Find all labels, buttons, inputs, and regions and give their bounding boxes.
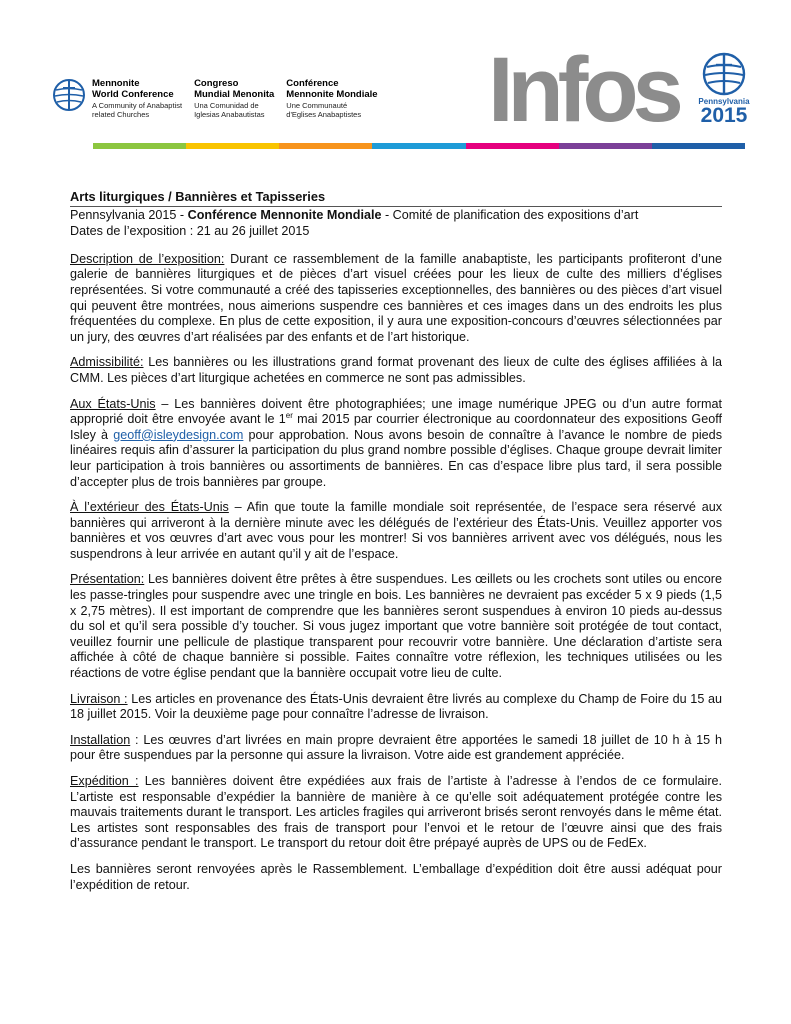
section-text: – Afin que toute la famille mondiale soit représentée, de l’espace sera réservé aux bannières qui arriveront à la dernière minute avec les délégués de l’extérieur des États-Unis. Veuillez apporter vos bannières et vos œuvres d’art avec vous pour les montrer! Si vos bannières arrivent avec vos délégués, nous les suspendrons à leur arrivée en autant qu’il y ait de l’espace. xyxy=(70,500,723,561)
brand-year: 2015 xyxy=(700,104,748,127)
section-text: Les bannières doivent être expédiées aux frais de l’artiste à l’adresse à l’endos de ce formulaire. L’artiste est responsable d’expédier la bannière de manière à ce qu’elle soit adéquatement protégée contre les mauvais traitements durant le transport. Les articles fragiles qui arriveront brisés seront renvoyés dans le même état. Les artistes sont responsables des frais de transport pour l’envoi et le retour de l’œuvre ainsi que des frais d’assurance pendant le transport. Le transport du retour doit être prépayé auprès de UPS ou de FedEx. xyxy=(70,774,723,851)
section-lead: Description de l’exposition: xyxy=(70,251,225,266)
section-delivery xyxy=(70,692,722,723)
section-lead: Installation xyxy=(70,732,131,747)
section-text: Durant ce rassemblement de la famille anabaptiste, les participants profiteront d’une galerie de bannières liturgiques et de pièces d’art visuel créées pour les lieux de culte des milliers d’églises représentées. Si votre communauté a créé des tapisseries exceptionnelles, des bannières ou des pièces d’art visuel qui peuvent être montrées, nous aimerions suspendre ces bannières et ces images dans un des endroits les plus fréquentées du complexe. En plus de cette exposition, il y aura une exposition-concours d’œuvres sélectionnées par un jury, des œuvres d’art réalisées par des enfants et de l’art historique. xyxy=(70,251,722,344)
color-stripe-segment xyxy=(93,143,186,149)
section-outside-us xyxy=(70,500,722,562)
color-stripe xyxy=(93,143,745,149)
color-stripe-segment xyxy=(186,143,279,149)
pennsylvania-2015-badge xyxy=(698,52,750,126)
color-stripe-segment xyxy=(372,143,465,149)
section-united-states xyxy=(70,397,722,491)
section-text: Les bannières ou les illustrations grand format provenant des lieux de culte des églises affiliées à la CMM. Les pièces d’art liturgique achetées en commerce ne sont pas admissibles. xyxy=(70,355,722,385)
section-installation xyxy=(70,733,722,764)
section-text: : Les œuvres d’art livrées en main propre devraient être apportées le samedi 18 juillet de 10 h à 15 h pour être suspendues par la personne qui assure la livraison. Votre aide est grandement appréciée. xyxy=(70,732,722,763)
section-lead: Aux États-Unis xyxy=(70,396,156,411)
conference-prefix: Pennsylvania 2015 - xyxy=(70,207,188,222)
document-title: Arts liturgiques / Bannières et Tapisseries xyxy=(70,189,722,207)
section-text: Les bannières doivent être prêtes à être suspendues. Les œillets ou les crochets sont utiles ou encore les passe-tringles pour suspendre avec une tringle en bois. Les bannières ne devraient pas excéder 5 x 9 pieds (1,5 x 2,75 mètres). Il est important de comprendre que les bannières seront suspendues à environ 10 pieds au-dessus du sol et qu’il sera possible d’y toucher. Si vous jugez important que votre bannière soit protégée de tout contact, veuillez fournir une pellicule de plastique transparent pour recouvrir votre bannière. Une déclaration d’artiste sera affichée à côté de chaque bannière si possible. Faites connaître votre réflexion, les techniques utilisées ou les réactions de votre église pendant que la bannière occupait votre lieu de culte. xyxy=(70,572,722,681)
document-body xyxy=(70,189,722,903)
color-stripe-segment xyxy=(559,143,652,149)
section-presentation xyxy=(70,572,722,681)
section-shipping xyxy=(70,774,722,852)
org-french xyxy=(286,78,377,119)
conference-name: Conférence Mennonite Mondiale xyxy=(187,207,382,222)
conference-committee: - Comité de planification des expositions d’art xyxy=(381,207,639,222)
color-stripe-segment xyxy=(466,143,559,149)
section-lead: Expédition : xyxy=(70,774,139,788)
section-text: pour approbation. Nous avons besoin de connaître à l’avance le nombre de pieds linéaires requis afin d’assurer la participation du plus grand nombre possible d’églises. Chaque groupe devrait limiter leur participation à trois bannières ou assortiments de bannières. En cas d’espace libre plus tard, il sera possible d’accepter plus de trois bannières par groupe. xyxy=(70,427,722,489)
section-admissibility xyxy=(70,355,722,386)
email-link[interactable]: geoff@isleydesign.com xyxy=(113,427,244,442)
org-name-fr: Conférence Mennonite Mondiale xyxy=(286,78,378,100)
section-lead: Admissibilité: xyxy=(70,355,144,370)
org-spanish xyxy=(194,78,274,119)
section-text: Les articles en provenance des États-Unis devraient être livrés au complexe du Champ de Foire du 15 au 18 juillet 2015. Voir la deuxième page pour connaître l’adresse de livraison. xyxy=(70,691,722,722)
brand-place: Pennsylvania xyxy=(698,97,750,106)
color-stripe-segment xyxy=(652,143,745,149)
org-sub-en: A Community of Anabaptist related Churches xyxy=(92,101,183,119)
color-stripe-segment xyxy=(279,143,372,149)
section-text: mai 2015 par courrier électronique au coordonnateur des expositions Geoff Isley à xyxy=(70,412,723,442)
globe-cross-icon xyxy=(52,78,86,112)
globe-cross-icon xyxy=(702,52,746,96)
org-name-es: Congreso Mundial Menonita xyxy=(194,78,275,100)
section-lead: À l’extérieur des États-Unis xyxy=(70,500,229,515)
section-text: – Les bannières doivent être photographiées; une image numérique JPEG ou d’un autre format approprié doit être envoyée avant le 1 xyxy=(70,396,722,427)
org-name-en: Mennonite World Conference xyxy=(92,78,174,100)
section-lead: Présentation: xyxy=(70,572,145,587)
exhibition-dates: Dates de l’exposition : 21 au 26 juillet 2015 xyxy=(70,224,310,239)
letterhead xyxy=(0,0,791,160)
superscript: er xyxy=(285,410,293,420)
conference-line xyxy=(70,208,722,224)
section-lead: Livraison : xyxy=(70,691,128,706)
infos-wordmark: Infos xyxy=(488,39,678,141)
infos-brand xyxy=(488,39,750,141)
section-return: Les bannières seront renvoyées après le Rassemblement. L’emballage d’expédition doit être aussi adéquat pour l’expédition de retour. xyxy=(70,861,722,892)
mwc-logo xyxy=(52,78,390,119)
org-english xyxy=(92,78,182,119)
org-sub-es: Una Comunidad de Iglesias Anabautistas xyxy=(194,101,265,119)
org-sub-fr: Une Communauté d'Eglises Anabaptistes xyxy=(286,101,362,119)
section-description xyxy=(70,252,722,346)
